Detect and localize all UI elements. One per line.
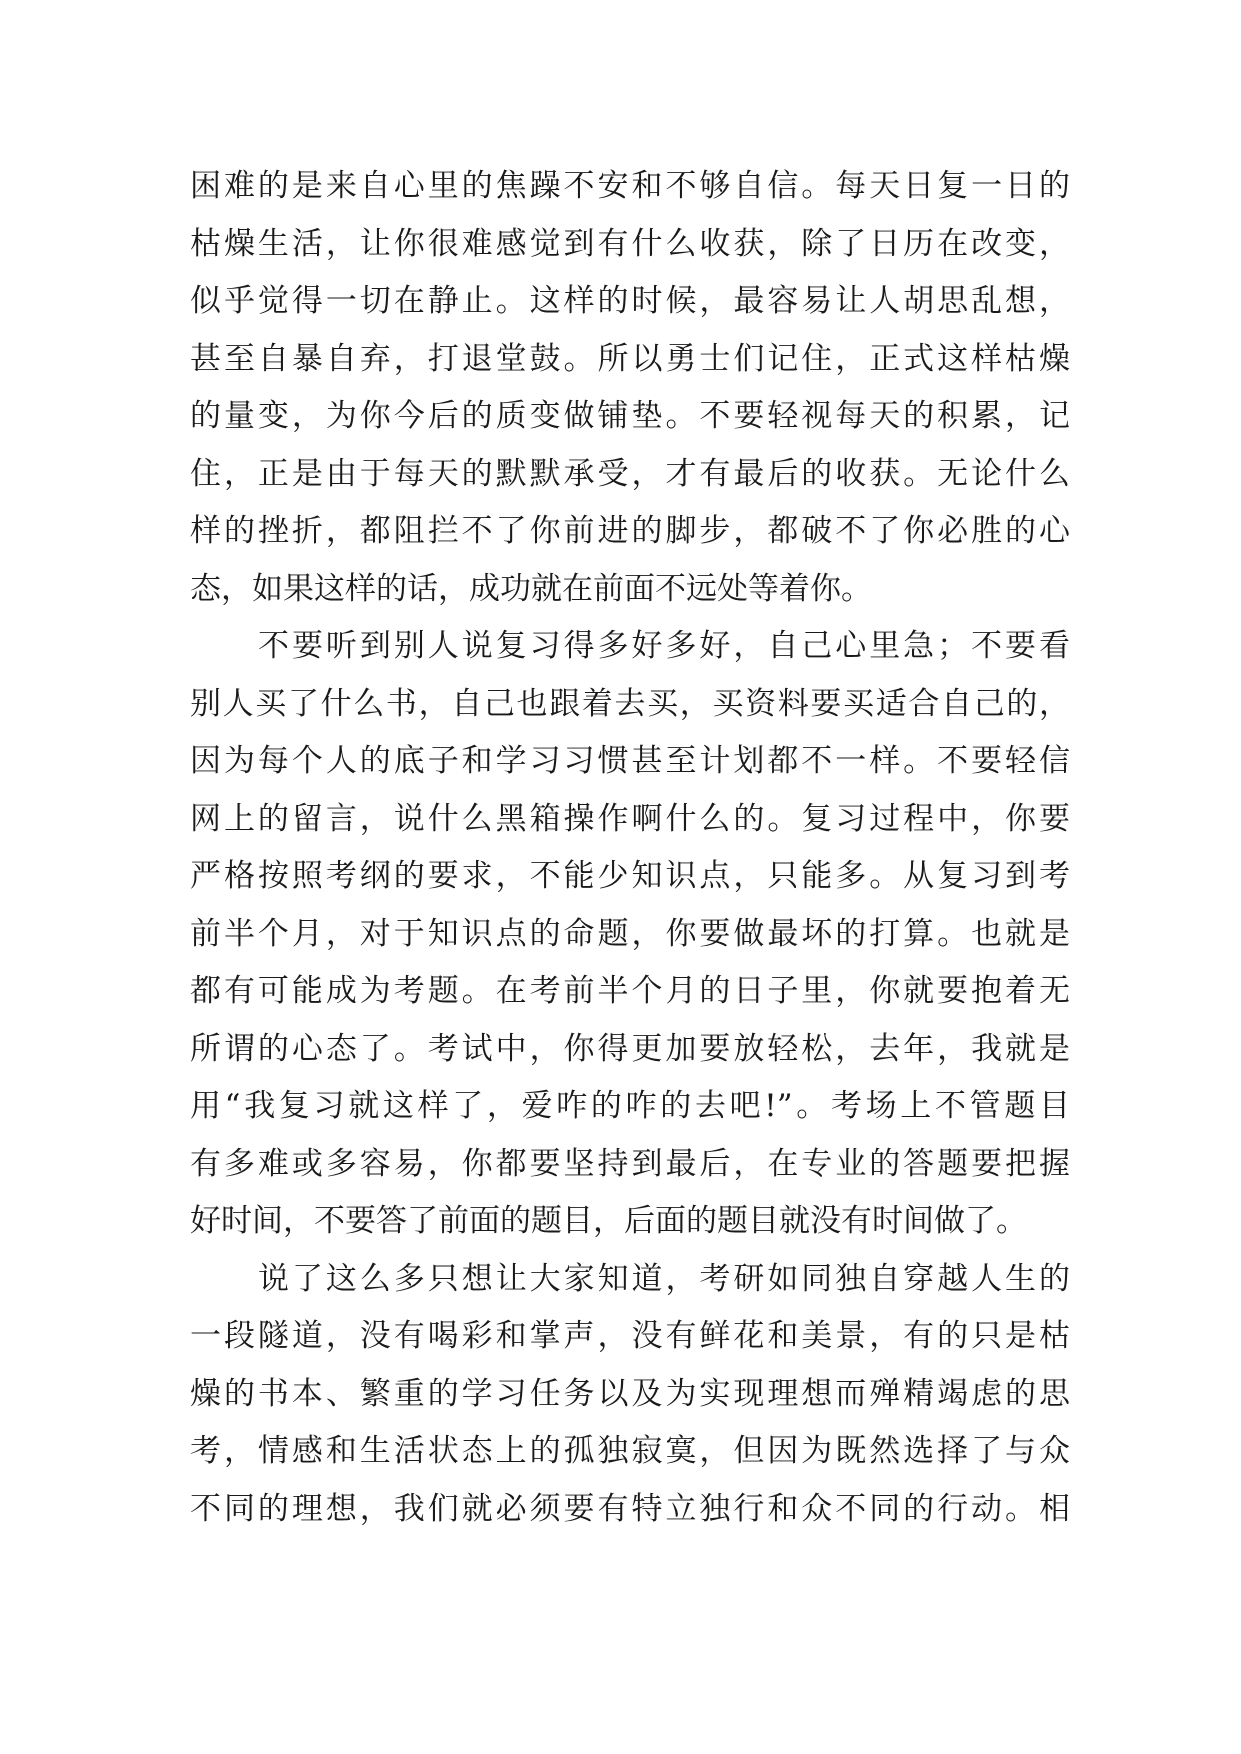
text-line: 似乎觉得一切在静止。这样的时候，最容易让人胡思乱想， xyxy=(190,283,1070,319)
text-line: 枯燥生活，让你很难感觉到有什么收获，除了日历在改变， xyxy=(190,225,1070,262)
text-line: 有多难或多容易，你都要坚持到最后，在专业的答题要把握 xyxy=(190,1145,1070,1182)
text-line: 一段隧道，没有喝彩和掌声，没有鲜花和美景，有的只是枯 xyxy=(190,1318,1070,1354)
text-line: 好时间，不要答了前面的题目，后面的题目就没有时间做了。 xyxy=(190,1203,1027,1239)
text-line: 困难的是来自心里的焦躁不安和不够自信。每天日复一日的 xyxy=(190,168,1070,204)
text-line: 不要听到别人说复习得多好多好，自己心里急；不要看 xyxy=(258,628,1070,664)
text-line: 甚至自暴自弃，打退堂鼓。所以勇士们记住，正式这样枯燥 xyxy=(190,340,1070,377)
text-line: 所谓的心态了。考试中，你得更加要放轻松，去年，我就是 xyxy=(190,1030,1070,1067)
text-line: 因为每个人的底子和学习习惯甚至计划都不一样。不要轻信 xyxy=(190,743,1070,779)
text-line: 住，正是由于每天的默默承受，才有最后的收获。无论什么 xyxy=(190,455,1070,492)
text-line: 都有可能成为考题。在考前半个月的日子里，你就要抱着无 xyxy=(190,973,1070,1009)
text-line: 用“我复习就这样了，爱咋的咋的去吧!”。考场上不管题目 xyxy=(190,1088,1070,1124)
text-line: 网上的留言，说什么黑箱操作啊什么的。复习过程中，你要 xyxy=(190,800,1070,837)
text-line: 前半个月，对于知识点的命题，你要做最坏的打算。也就是 xyxy=(190,915,1070,952)
text-line: 不同的理想，我们就必须要有特立独行和众不同的行动。相 xyxy=(190,1490,1070,1527)
text-line: 别人买了什么书，自己也跟着去买，买资料要买适合自己的， xyxy=(190,685,1070,722)
text-line: 说了这么多只想让大家知道，考研如同独自穿越人生的 xyxy=(258,1260,1070,1297)
body-text xyxy=(190,158,1070,1538)
text-line: 的量变，为你今后的质变做铺垫。不要轻视每天的积累，记 xyxy=(190,398,1070,434)
text-line: 严格按照考纲的要求，不能少知识点，只能多。从复习到考 xyxy=(190,858,1070,894)
text-line: 考，情感和生活状态上的孤独寂寞，但因为既然选择了与众 xyxy=(190,1433,1070,1469)
text-line: 态，如果这样的话，成功就在前面不远处等着你。 xyxy=(190,570,872,607)
text-line: 样的挫折，都阻拦不了你前进的脚步，都破不了你必胜的心 xyxy=(190,513,1070,549)
text-line: 燥的书本、繁重的学习任务以及为实现理想而殚精竭虑的思 xyxy=(190,1375,1070,1412)
